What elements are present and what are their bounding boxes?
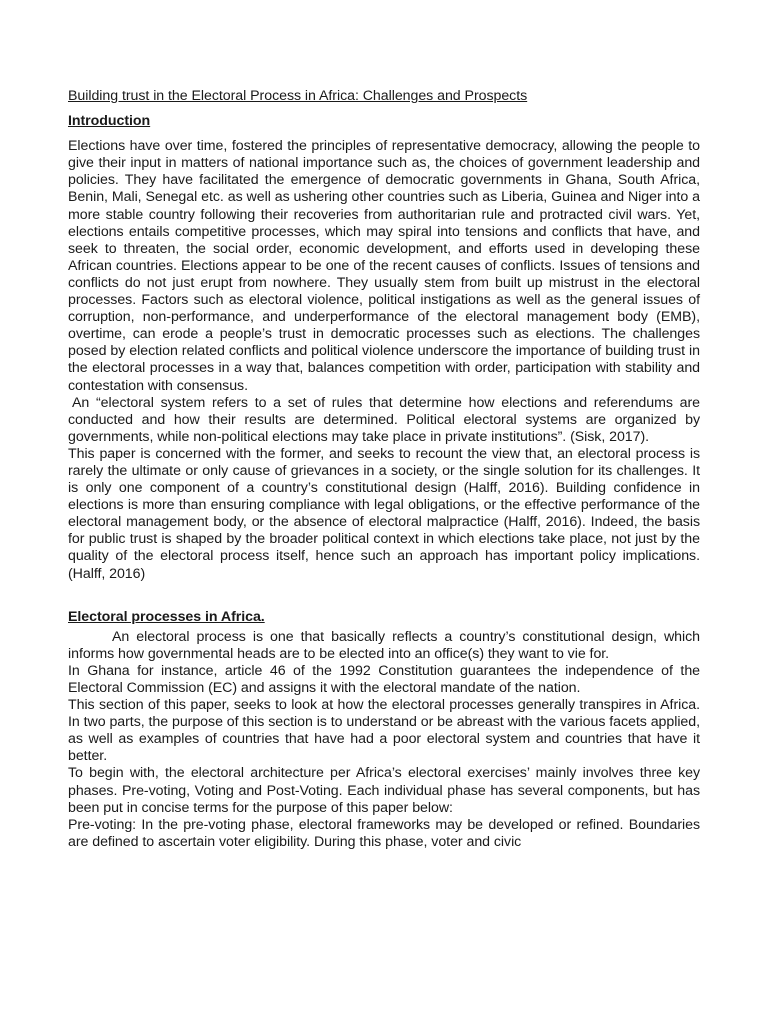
paragraph: Elections have over time, fostered the principles of representative democracy, allowing the people to give their input in matters of national importance such as, the choices of government leadership and policies. They have facilitated the emergence of democratic governments in Ghana, South Africa, Benin, Mali, Senegal etc. as well as ushering other countries such as Liberia, Guinea and Niger into a more stable country following their recoveries from authoritarian rule and protracted civil wars. Yet, elections entails competitive processes, which may spiral into tensions and conflicts that have, and seek to threaten, the social order, economic development, and efforts used in developing these African countries. Elections appear to be one of the recent causes of conflicts. Issues of tensions and conflicts do not just erupt from nowhere. They usually stem from built up mistrust in the electoral processes. Factors such as electoral violence, political instigations as well as the general issues of corruption, non-performance, and underperformance of the electoral management body (EMB), overtime, can erode a people’s trust in democratic processes such as elections. The challenges posed by election related conflicts and political violence underscore the importance of building trust in the electoral processes in a way that, balances competition with order, participation with stability and contestation with consensus. — [68, 138, 700, 394]
paragraph: In Ghana for instance, article 46 of the 1992 Constitution guarantees the independence of the Electoral Commission (EC) and assigns it with the electoral mandate of the nation. — [68, 662, 700, 696]
paragraph: This section of this paper, seeks to look at how the electoral processes generally transpires in Africa. In two parts, the purpose of this section is to understand or be abreast with the various facets applied, as well as examples of countries that have had a poor electoral system and countries that have it better. — [68, 697, 700, 765]
document-title: Building trust in the Electoral Process in Africa: Challenges and Prospects — [68, 88, 528, 104]
section-heading-introduction: Introduction — [68, 113, 151, 130]
section-heading-electoral-processes: Electoral processes in Africa. — [68, 608, 265, 625]
paragraph: Pre-voting: In the pre-voting phase, electoral frameworks may be developed or refined. Boundaries are defined to ascertain voter eligibility. During this phase, voter and civic — [68, 816, 700, 850]
paragraph: An “electoral system refers to a set of rules that determine how elections and referendums are conducted and how their results are determined. Political electoral systems are organized by governments, while non-political elections may take place in private institutions”. (Sisk, 2017). — [68, 394, 700, 445]
paragraph: This paper is concerned with the former, and seeks to recount the view that, an electoral process is rarely the ultimate or only cause of grievances in a society, or the single solution for its challenges. It is only one component of a country’s constitutional design (Halff, 2016). Building confidence in elections is more than ensuring compliance with legal obligations, or the effective performance of the electoral management body, or the absence of electoral malpractice (Halff, 2016). Indeed, the basis for public trust is shaped by the broader political context in which elections take place, not just by the quality of the electoral process itself, hence such an approach has important policy implications. (Halff, 2016) — [68, 445, 700, 582]
document-page — [68, 88, 700, 851]
paragraph: To begin with, the electoral architecture per Africa’s electoral exercises’ mainly involves three key phases. Pre-voting, Voting and Post-Voting. Each individual phase has several components, but has been put in concise terms for the purpose of this paper below: — [68, 765, 700, 816]
paragraph: An electoral process is one that basically reflects a country’s constitutional design, which informs how governmental heads are to be elected into an office(s) they want to vie for. — [68, 628, 700, 662]
